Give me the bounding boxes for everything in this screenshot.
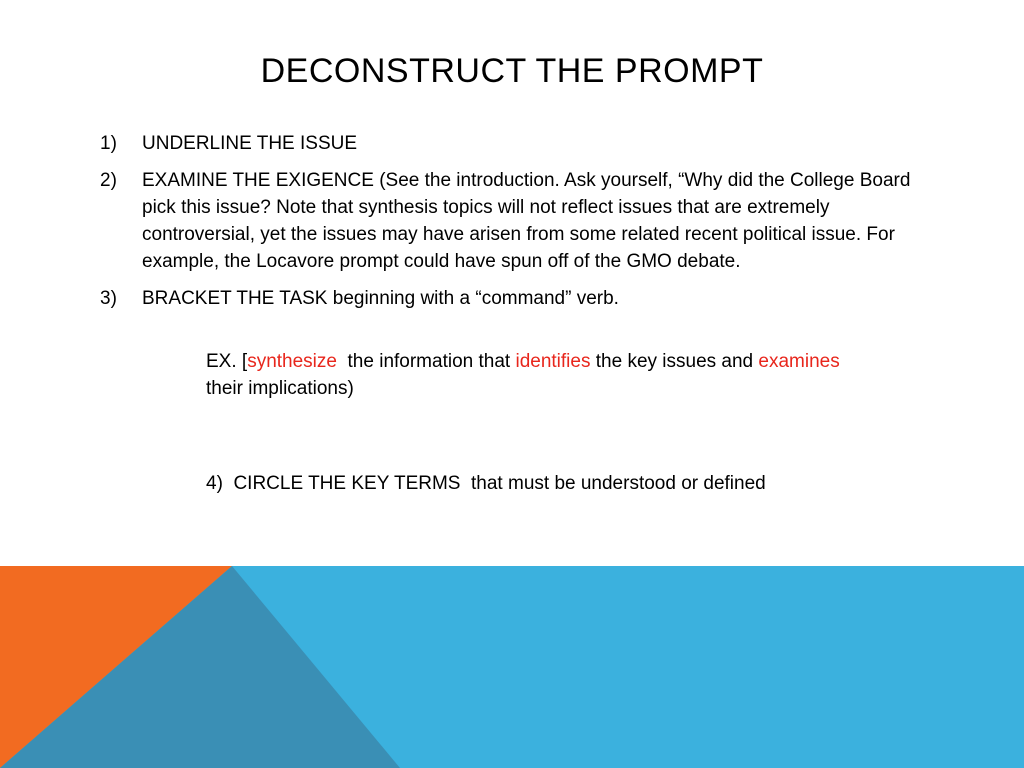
numbered-list: [100, 130, 930, 322]
list-item: [100, 285, 930, 312]
list-item-number: 1): [100, 133, 117, 154]
highlight-identifies: identifies: [515, 351, 591, 372]
list-item-4: 4) CIRCLE THE KEY TERMS that must be understood or defined: [206, 473, 766, 494]
list-item-text: BRACKET THE TASK beginning with a “command” verb.: [142, 288, 619, 309]
example-mid-2: the key issues and: [590, 351, 759, 372]
example-prefix: EX. [: [206, 351, 248, 372]
highlight-synthesize: synthesize: [247, 351, 337, 372]
list-item-text: EXAMINE THE EXIGENCE (See the introduction. Ask yourself, “Why did the College Board pick this issue? Note that synthesis topics will not reflect issues that are extremely controversial, yet the issues may have arisen from some related recent political issue. For example, the Locavore prompt could have spun off of the GMO debate.: [142, 170, 911, 272]
example-suffix: their implications): [206, 351, 851, 399]
list-item-number: 3): [100, 288, 117, 309]
list-item: [100, 167, 930, 275]
example-mid-1: the information that: [336, 351, 516, 372]
list-item: [100, 130, 930, 157]
decorative-banner: [0, 566, 1024, 768]
list-item-text: UNDERLINE THE ISSUE: [142, 133, 358, 154]
highlight-examines: examines: [758, 351, 840, 372]
list-item-number: 2): [100, 170, 117, 191]
example-text: [206, 348, 886, 402]
slide-title: DECONSTRUCT THE PROMPT: [260, 52, 764, 90]
